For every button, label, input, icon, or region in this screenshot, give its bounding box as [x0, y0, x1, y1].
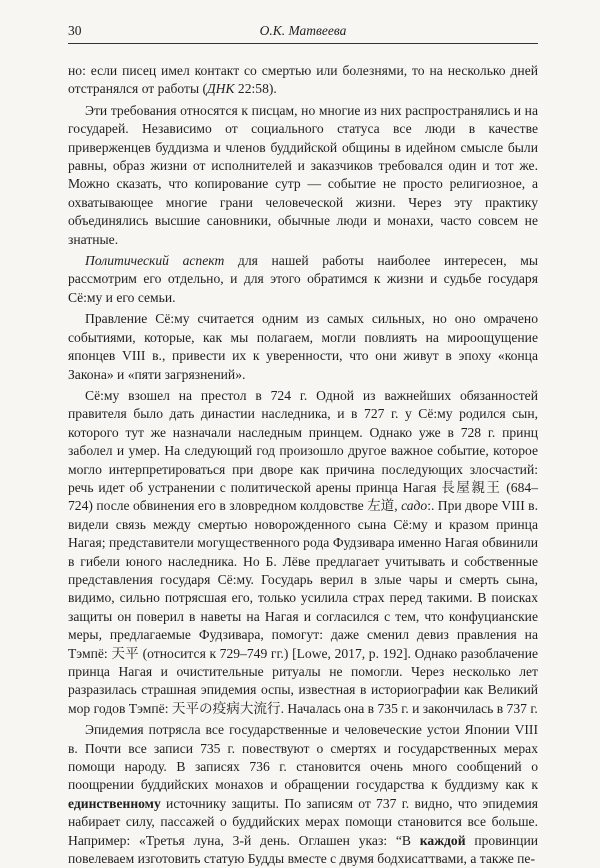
text-run: провинции повелеваем изготовить статую Будды вместе с двумя бодхисаттвами, а также пе-	[68, 832, 539, 867]
paragraph	[68, 721, 538, 868]
paragraph: Эти требования относятся к писцам, но многие из них распространялись и на государей. Независимо от социального статуса все люди в качестве приверженцев буддизма и членов буддийской общины в идейном смысле были равны, образ жизни от исполнителей и заказчиков требовался один и тот же. Можно сказать, что копирование сутр — событие не просто религиозное, а охватывающее многие грани человеческой жизни. Через эту практику объединялись высшие сановники, обычные люди и монахи, часто совсем не знатные.	[68, 102, 538, 247]
paragraph	[68, 387, 538, 718]
body-text	[68, 62, 538, 868]
paragraph	[68, 62, 538, 99]
page-number: 30	[68, 23, 82, 38]
text-run: :. При дворе VIII в. видели связь между смертью новорожденного сына Сё:му и кразом принца Нагая; представители могущественного рода Фудзивара именно Нагая обвинили в гибели юного наследника. Но Б. Лёве предлагает учитывать и собственные представления государя Сё:му. Государь верил в злые чары и смерть сына, видимо, сильно потрясшая его, только усилила страх перед такими. В поисках защиты он поверил в наветы на Нагая и согласился с тем, что конфуцианские меры, предлагаемые Фудзивара, помогут: даже сменил девиз правления на Тэмпё: 天平 (относится к 729–749 гг.) [Lowe, 2017, p. 192]. Однако разоблачение принца Нагая и очистительные ритуалы не помогли. Через несколько лет разразилась страшная эпидемия оспы, известная в историографии как Великий мор годов Тэмпё: 天平の疫病大流行. Началась она в 735 г. и закончилась в 737 г.	[68, 498, 538, 716]
text-run: Эпидемия потрясла все государственные и человеческие устои Японии VIII в. Почти все записи 735 г. повествуют о смертях и государственных мерах помощи народу. В записях 736 г. становится очень много сообщений о поощрении буддийских монахов и обращении государства к буддизму как к	[68, 722, 538, 793]
emphasis-term: садо	[401, 498, 428, 514]
paragraph: Правление Сё:му считается одним из самых сильных, но оно омрачено событиями, которые, как мы полагаем, могли повлиять на мироощущение японцев VIII в., привести их к уверенности, что они живут в эпоху «конца Закона» и «пяти загрязнений».	[68, 311, 538, 382]
page-header	[68, 21, 538, 44]
paragraph	[68, 252, 538, 307]
text-run: Сё:му взошел на престол в 724 г. Одной из важнейших обязанностей правителя было дать династии наследника, и в 727 г. у Сё:му родился сын, которого тут же назначали наследным принцем. Однако уже в 728 г. принц заболел и умер. На следующий год произошло другое важное событие, которое могло интерпретироваться при дворе как причина последующих злосчастий: речь идет об устранении с политической арены принца Нагая 長屋親王 (684–724) после обвинения его в зловредном колдовстве 左道,	[68, 387, 538, 514]
emphasis-term: Политический аспект	[85, 253, 225, 269]
citation-ref: ДНК	[207, 81, 235, 97]
bold-term: каждой	[419, 832, 466, 848]
text-run: для нашей работы наиболее интересен, мы рассмотрим его отдельно, и для этого обратимся к жизни и судьбе государя Сё:му и его семьи.	[68, 253, 539, 305]
bold-term: единственному	[68, 795, 161, 811]
text-run: но: если писец имел контакт со смертью или болезнями, то на несколько дней отстранялся от работы (	[68, 63, 538, 97]
running-title: О.К. Матвеева	[259, 23, 347, 38]
text-run: источнику защиты. По записям от 737 г. видно, что эпидемия набирает силу, пассажей о буддийских мерах помощи становится все больше. Например: «Третья луна, 3-й день. Оглашен указ: “В	[68, 795, 538, 848]
text-run: 22:58).	[234, 81, 277, 97]
